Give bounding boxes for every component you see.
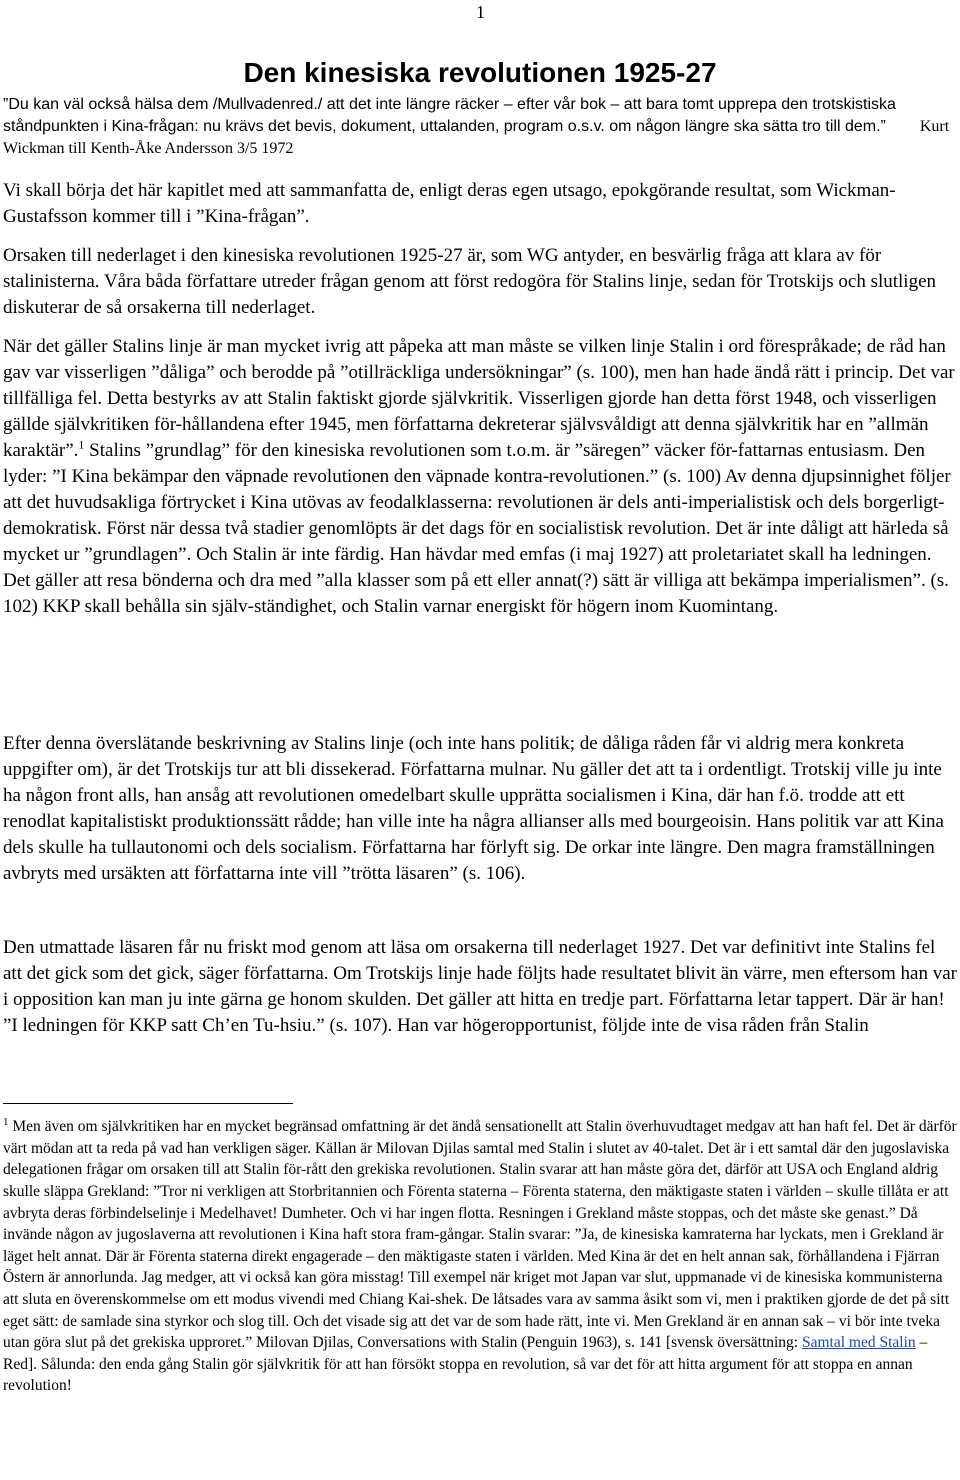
epigraph-attribution: Kurt Wickman till Kenth-Åke Andersson 3/5 1972 bbox=[3, 118, 950, 157]
paragraph-trotsky-line: Efter denna överslätande beskrivning av Stalins linje (och inte hans politik; de dåliga råden får vi aldrig mera konkreta uppgifter om), är det Trotskijs tur att bli dissekerad. Författarna mulnar. Nu gäller det att ta i ordentligt. Trotskij ville ju inte ha någon front alls, han ansåg att revolutionen omedelbart skulle upprätta socialismen i Kina, där han f.ö. trodde att ett renodlat kapitalistiskt produktionssätt rådde; han ville inte ha några allianser alls med bourgeoisin. Hans politik var att Kina dels skulle ha tullautonomi och dels socialism. Författarna har förlyft sig. De orkar inte längre. Den magra framställningen avbryts med ursäkten att författarna inte vill ”trötta läsaren” (s. 106). bbox=[3, 733, 944, 884]
paragraph-defeat-cause: Orsaken till nederlaget i den kinesiska revolutionen 1925-27 är, som WG antyder, en besvärlig fråga att klara av för stalinisterna. Våra båda författare utreder frågan genom att först redogöra för Stalins linje, sedan för Trotskijs och slutligen diskuterar de så orsakerna till nederlaget. bbox=[3, 245, 937, 318]
paragraph-intro: Vi skall börja det här kapitlet med att sammanfatta de, enligt deras egen utsago, epokgörande resultat, som Wickman-Gustafsson kommer till i ”Kina-frågan”. bbox=[3, 180, 896, 227]
paragraph-defeat-reasons: Den utmattade läsaren får nu friskt mod genom att läsa om orsakerna till nederlaget 1927. Det var definitivt inte Stalins fel att det gick som det gick, säger författarna. Om Trotskijs linje hade följts hade resultatet blivit än värre, men eftersom han var i opposition kan man ju inte gärna ge honom skulden. Det gäller att hitta en tredje part. Författarna letar tappert. Där är han! ”I ledningen för KKP satt Ch’en Tu-hsiu.” (s. 107). Han var högeropportunist, följde inte de visa råden från Stalin bbox=[3, 937, 957, 1036]
footnote-text: Men även om självkritiken har en mycket begränsad omfattning är det ändå sensationellt att Stalin överhuvudtaget medgav att han haft fel. Det är därför värt mödan att ta reda på vad han verkligen säger. Källan är Milovan Djilas samtal med Stalin i slutet av 40-talet. Det är i ett samtal där den jugoslaviska delegationen frågar om orsaken till att Stalin för-rått den grekiska revolutionen. Stalin svarar att han måste göra det, därför att USA och England aldrig skulle släppa Grekland: ”Tror ni verkligen att Storbritannien och Förenta staterna – Förenta staterna, den mäktigaste staten i världen – skulle tillåta er att avbryta deras förbindelselinje i Medelhavet! Dumheter. Och vi har ingen flotta. Resningen i Grekland måste stoppas, och det måste ske genast.” Då invände någon av jugoslaverna att revolutionen i Kina haft stora fram-gångar. Stalin svarar: ”Ja, de kinesiska kamraterna har lyckats, men i Grekland är läget helt annat. Där är Förenta staterna direkt engagerade – den mäktigaste staten i världen. Med Kina är det en helt annan sak, förhållandena i Fjärran Östern är annorlunda. Jag medger, att vi också kan göra misstag! Till exempel när kriget mot Japan var slut, uppmanade vi de kinesiska kommunisterna att sluta en överenskommelse om ett modus vivendi med Chiang Kai-shek. De låtsades vara av samma åsikt som vi, men i praktiken gjorde de det på sitt eget sätt: de samlade sina styrkor och slog till. Och det visade sig att det var de som hade rätt, inte vi. Men Grekland är en annan sak – vi bör inte tveka utan göra slut på det grekiska upproret.” Milovan Djilas, Conversations with Stalin (Penguin 1963), s. 141 [svensk översättning: bbox=[3, 1118, 957, 1352]
footnote-reference[interactable]: 1 bbox=[78, 437, 85, 452]
page-number: 1 bbox=[476, 2, 485, 22]
epigraph bbox=[3, 94, 959, 160]
footnote-marker: 1 bbox=[3, 1116, 9, 1128]
samtal-med-stalin-link[interactable]: Samtal med Stalin bbox=[802, 1334, 916, 1352]
paragraph-stalin-line-continued: Stalins ”grundlag” för den kinesiska revolutionen som t.o.m. är ”säregen” väcker för-fattarnas entusiasm. Den lyder: ”I Kina bekämpar den väpnade revolutionen den väpnade kontra-revolutionen.” (s. 100) Av denna djupsinnighet följer att det huvudsakliga förtrycket i Kina utövas av feodalklasserna: revolutionen är dels anti-imperialistisk och dels borgerligt-demokratisk. Först när dessa två stadier genomlöpts är det dags för en socialistisk revolution. Det är inte dåligt att härleda så mycket ur ”grundlagen”. Och Stalin är inte färdig. Han hävdar med emfas (i maj 1927) att proletariatet skall ha ledningen. Det gäller att resa bönderna och dra med ”alla klasser som på ett eller annat(?) sätt är villiga att bekämpa imperialismen”. (s. 102) KKP skall behålla sin själv-ständighet, och Stalin varnar energiskt för högern inom Kuomintang. bbox=[3, 440, 951, 617]
paragraph-stalin-line bbox=[3, 334, 959, 620]
page-title: Den kinesiska revolutionen 1925-27 bbox=[243, 57, 717, 88]
paragraph-stalin-line-text: När det gäller Stalins linje är man mycket ivrig att påpeka att man måste se vilken linje Stalin i ord förespråkade; de råd han gav var visserligen ”dåliga” och berodde på ”otillräckliga undersökningar” (s. 100), men han hade ändå rätt i princip. Det var tillfälliga fel. Detta bestyrks av att Stalin faktiskt gjorde självkritik. Visserligen gjorde han detta först 1948, och visserligen gällde självkritiken för-hållandena efter 1945, men författarna dekreterar självsvåldigt att denna självkritik har en ”allmän karaktär”. bbox=[3, 336, 955, 461]
footnote-divider bbox=[3, 1103, 293, 1104]
footnote-text-end: – Red]. Sålunda: den enda gång Stalin gör självkritik för att han försökt stoppa en revolution, så var det för att hitta argument för att stoppa en annan revolution! bbox=[3, 1334, 928, 1395]
epigraph-quote: ”Du kan väl också hälsa dem /Mullvadenred./ att det inte längre räcker – efter vår bok – att bara tomt upprepa den trotskistiska ståndpunkten i Kina-frågan: nu krävs det bevis, dokument, uttalanden, program o.s.v. om någon längre ska sätta tro till dem.” bbox=[3, 96, 896, 135]
footnote bbox=[3, 1112, 958, 1397]
